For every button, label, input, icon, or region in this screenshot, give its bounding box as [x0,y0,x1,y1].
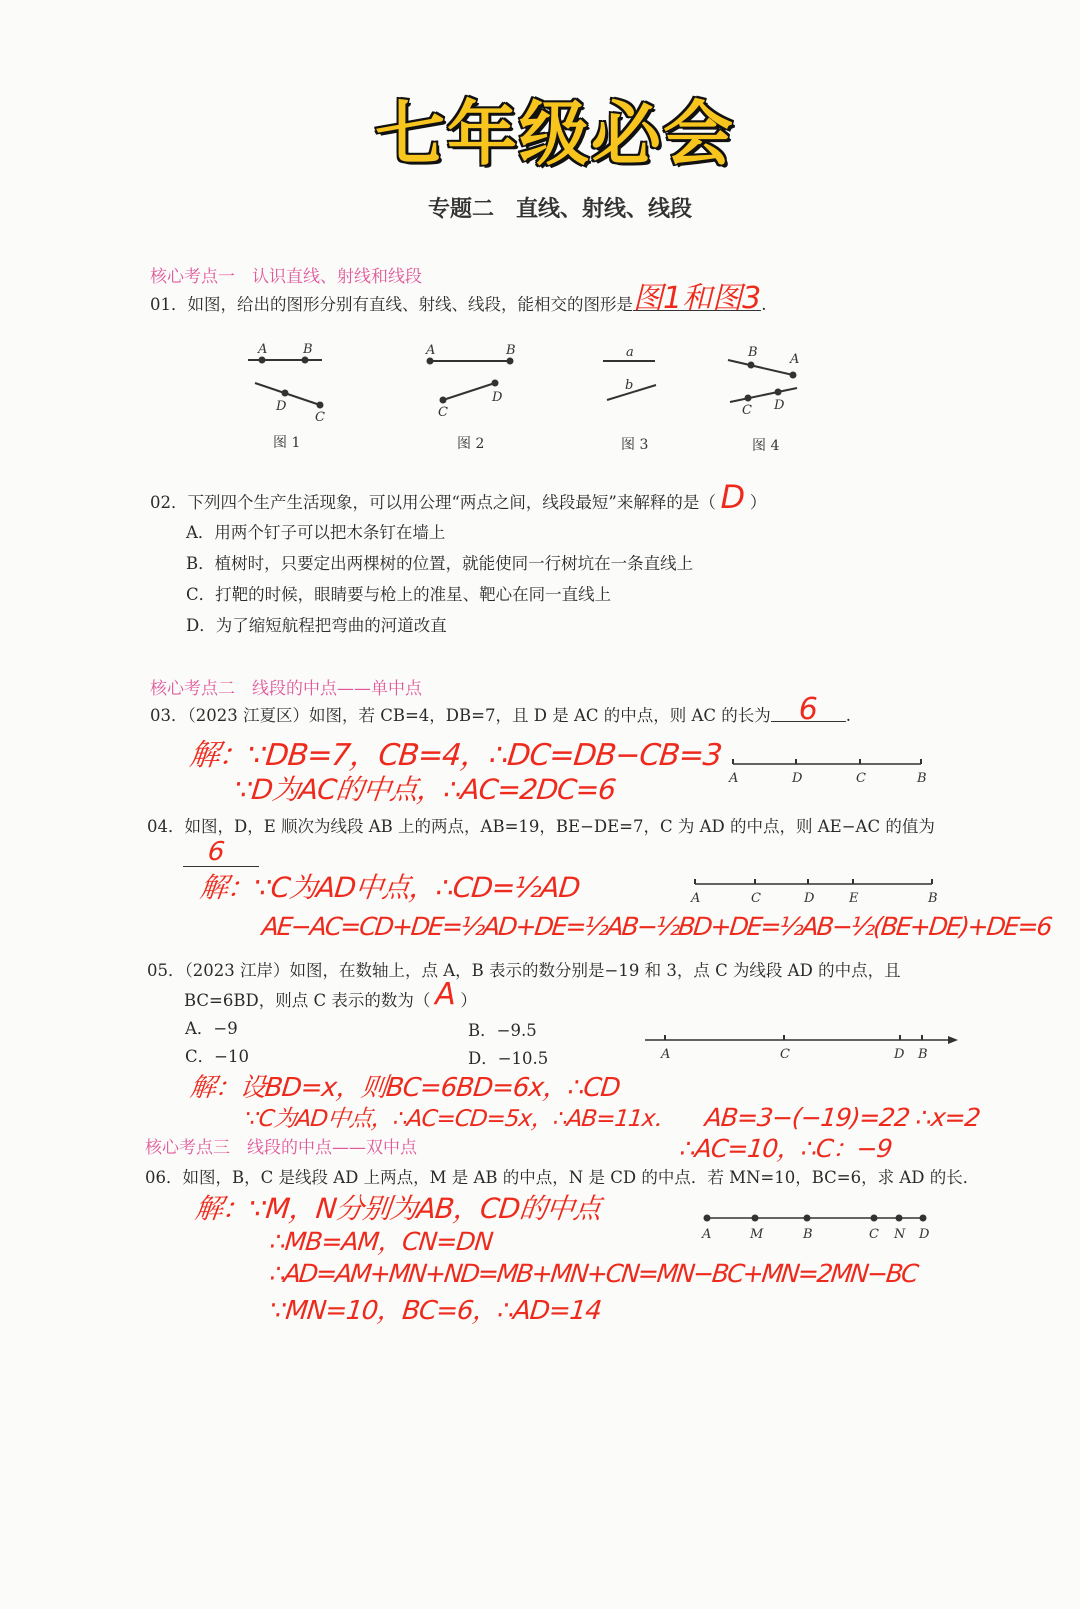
paren-close: ） [749,493,767,512]
point-label: B [803,1227,813,1242]
question-02 [150,478,767,516]
solution-line: 解：∵DB=7，CB=4，∴DC=DB−CB=3 [187,738,724,773]
handwritten-answer-03: 6 [771,699,846,722]
point-label: B [917,771,927,786]
question-text: 03．（2023 江夏区）如图，若 CB=4，DB=7，且 D 是 AC 的中点，则 AC 的长为 [150,706,771,725]
point-label: D [919,1227,930,1242]
question-01: 01．如图，给出的图形分别有直线、射线、线段，能相交的图形是图1和图3. [150,281,767,316]
section-heading-3: 核心考点三 线段的中点——双中点 [145,1138,417,1158]
point-label: C [315,410,325,425]
point-label: D [792,771,803,786]
section-heading-2: 核心考点二 线段的中点——单中点 [150,679,422,699]
section-heading-1: 核心考点一 认识直线、射线和线段 [150,267,422,287]
handwritten-answer-02: D [720,478,746,516]
solution-line: AE−AC=CD+DE=½AD+DE=½AB−½BD+DE=½AB−½(BE+DE)+DE=6 [260,912,1053,941]
point-label: B [748,345,758,360]
handwritten-answer-01: 图1和图3 [633,281,762,316]
question-05: 05．（2023 江岸）如图，在数轴上，点 A，B 表示的数分别是−19 和 3，点 C 为线段 AD 的中点，且 [147,961,901,980]
option-c: C．−10 [185,1047,249,1066]
option-a: A．用两个钉子可以把木条钉在墙上 [186,523,446,542]
question-04: 04．如图，D，E 顺次为线段 AB 上的两点，AB=19，BE−DE=7，C 为 AD 的中点，则 AE−AC 的值为 [147,817,935,836]
topic-subtitle: 专题二 直线、射线、线段 [427,196,692,222]
point-label: B [928,891,938,906]
point-label: A [661,1047,671,1062]
point-label: B [506,343,516,358]
paren-close: ） [460,991,477,1010]
question-text: 02．下列四个生产生活现象，可以用公理“两点之间，线段最短”来解释的是（ [150,493,716,512]
point-label: D [276,399,287,414]
solution-line: 解：∵C为AD中点，∴CD=½AD [198,871,582,904]
point-label: D [492,390,503,405]
option-b: B．植树时，只要定出两棵树的位置，就能使同一行树坑在一条直线上 [186,554,694,573]
page-title: 七年级必会 [375,93,735,175]
question-06: 06．如图，B，C 是线段 AD 上两点，M 是 AB 的中点，N 是 CD 的中点．若 MN=10，BC=6，求 AD 的长． [145,1168,980,1187]
point-label: C [869,1227,879,1242]
point-label: A [702,1227,712,1242]
point-label: D [804,891,815,906]
point-label: C [438,405,448,420]
point-label: B [918,1047,928,1062]
solution-line: ∵D为AC的中点，∴AC=2DC=6 [233,773,617,806]
question-03: 03．（2023 江夏区）如图，若 CB=4，DB=7，且 D 是 AC 的中点，则 AC 的长为 6 . [150,692,852,727]
solution-line: 解：∵M，N分别为AB，CD的中点 [193,1192,603,1225]
solution-line: ∵MN=10，BC=6，∴AD=14 [268,1296,603,1326]
handwritten-answer-04: 6 [206,837,226,867]
solution-line: 解：设BD=x，则BC=6BD=6x，∴CD [188,1073,622,1103]
option-b: B．−9.5 [468,1021,537,1040]
question-text: 01．如图，给出的图形分别有直线、射线、线段，能相交的图形是 [150,295,633,314]
figure-caption: 图 2 [457,436,485,452]
solution-line: ∴AC=10，∴C：−9 [678,1134,894,1163]
point-label: D [774,398,785,413]
point-label: C [742,403,752,418]
solution-line: ∴MB=AM，CN=DN [268,1227,494,1256]
point-label: C [780,1047,790,1062]
line-label: b [625,378,634,393]
point-label: B [303,342,313,357]
option-d: D．−10.5 [468,1049,549,1068]
point-label: A [691,891,701,906]
option-d: D．为了缩短航程把弯曲的河道改直 [186,616,447,635]
question-text: BC=6BD，则点 C 表示的数为（ [184,991,431,1010]
point-label: E [849,891,859,906]
solution-line: ∵C为AD中点，∴AC=CD=5x，∴AB=11x． [243,1106,678,1132]
point-label: M [750,1227,764,1242]
handwritten-answer-05: A [435,977,456,1012]
point-label: A [426,343,436,358]
line-label: a [626,345,634,360]
point-label: A [258,342,268,357]
point-label: D [894,1047,905,1062]
point-label: C [856,771,866,786]
question-05-line2 [184,977,477,1012]
point-label: A [729,771,739,786]
figure-caption: 图 1 [273,435,301,451]
point-label: A [790,352,800,367]
point-label: C [751,891,761,906]
solution-line: ∴AD=AM+MN+ND=MB+MN+CN=MN−BC+MN=2MN−BC [268,1259,919,1288]
option-c: C．打靶的时候，眼睛要与枪上的准星、靶心在同一直线上 [186,585,612,604]
figure-caption: 图 3 [621,437,649,453]
option-a: A．−9 [185,1019,238,1038]
figure-caption: 图 4 [752,438,780,454]
point-label: N [894,1227,906,1242]
solution-line: AB=3−(−19)=22 ∴x=2 [703,1103,982,1132]
